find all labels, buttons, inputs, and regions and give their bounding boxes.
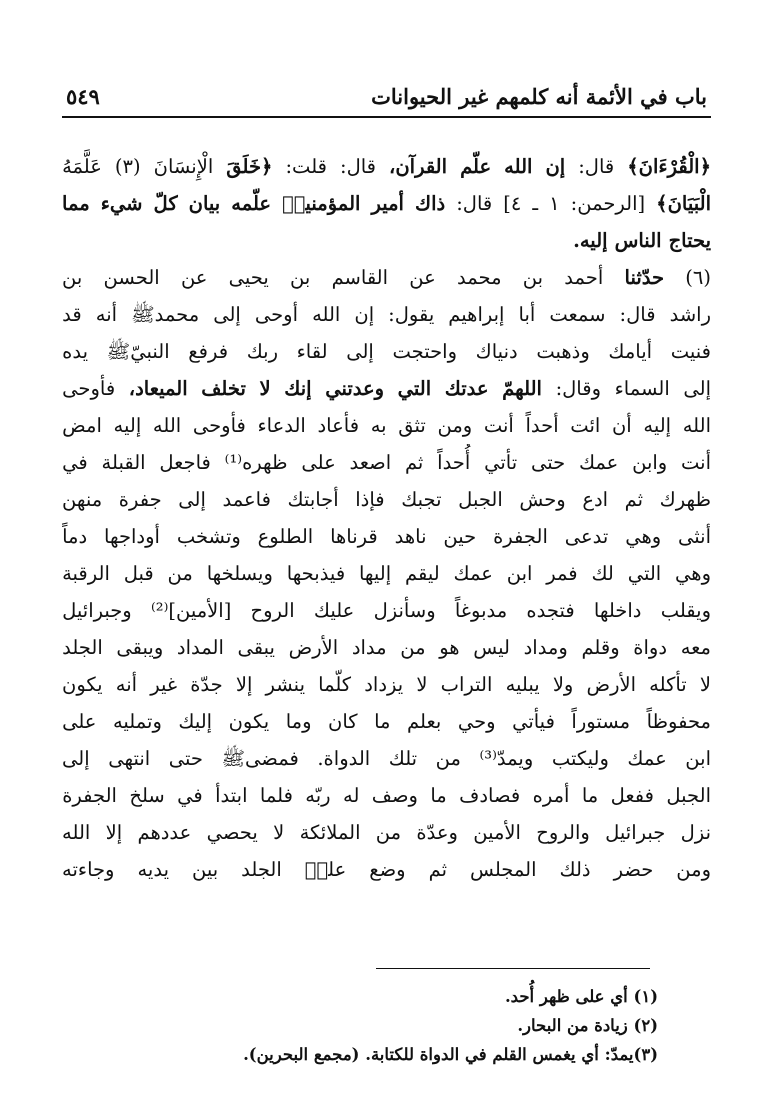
word: على (62, 710, 97, 733)
word: إلى (213, 303, 241, 326)
word: أجابتك (287, 488, 339, 511)
word: عمك (453, 562, 493, 585)
word: دماً (62, 525, 88, 548)
word: وعدّة (416, 821, 458, 844)
word: (٦) (685, 266, 711, 289)
word: القاسم (331, 266, 389, 289)
word: الطلوع (257, 525, 314, 548)
word: الجلد (62, 636, 103, 659)
word: ظهرك (659, 488, 711, 511)
word: قرناها (330, 525, 378, 548)
word: عليؑ (304, 858, 347, 881)
word: له (343, 784, 360, 807)
word: وحي (457, 710, 496, 733)
footnote-1: (١) أي على ظهر أُحد. (504, 987, 658, 1006)
word: إليه (643, 414, 672, 437)
word: الجفرة (62, 784, 117, 807)
word: وتمليه (112, 710, 162, 733)
text-line (62, 814, 711, 851)
word: إليه. (573, 229, 608, 252)
word: ناهد (394, 525, 427, 548)
word: المداد (176, 636, 224, 659)
word: الله (682, 414, 711, 437)
word: دواة (633, 636, 668, 659)
word: أبا (518, 303, 536, 326)
word: وصف (371, 784, 418, 807)
word: ادع (582, 488, 609, 511)
word: عمك (627, 747, 667, 770)
word: الأمين (473, 821, 521, 844)
word: أمره (532, 784, 570, 807)
word: ـ (532, 192, 539, 215)
word: نزل (680, 821, 711, 844)
word: ابن (506, 562, 533, 585)
word: بن (522, 266, 544, 289)
word: يحتاج (668, 229, 711, 252)
word: جفرة (118, 488, 162, 511)
footnote-2: (٢) زيادة من البحار. (517, 1016, 658, 1035)
word: أوداجها (104, 525, 160, 548)
word: التي (397, 377, 432, 400)
word: يحيى (228, 266, 269, 289)
word: ومداد (523, 636, 568, 659)
word: إليه (113, 414, 142, 437)
word: وعدتني (325, 377, 385, 400)
word: فاعمد (222, 488, 271, 511)
text-line (62, 777, 711, 814)
word: فلما (259, 784, 293, 807)
word: القرآن، (389, 155, 448, 178)
word: محفوظاً (646, 710, 711, 733)
word: إلا (105, 821, 123, 844)
word: عمك (578, 451, 619, 474)
word: أُحداً (437, 451, 471, 474)
word: لك (591, 562, 614, 585)
word: ويقلب (660, 599, 711, 622)
word: ابن (685, 747, 711, 770)
word: تجبك (401, 488, 442, 511)
word: ﴿الْقُرْءَانَ﴾ (627, 155, 711, 178)
word: واحتجت (392, 340, 458, 363)
text-line (62, 555, 711, 592)
word: وما (285, 710, 312, 733)
word: فأوحى (192, 414, 246, 437)
word: فمر (546, 562, 578, 585)
word: تخلف (201, 377, 246, 400)
word: ربك (246, 340, 278, 363)
word: اصعد (349, 451, 392, 474)
word: وجبرائيل (62, 599, 132, 622)
word: إنك (284, 377, 312, 400)
word: الجلد (241, 858, 282, 881)
word: يكون (62, 673, 103, 696)
word: ﴿خَلَقَ (226, 155, 273, 178)
word: (٣) (114, 155, 141, 178)
word: وضع (369, 858, 406, 881)
word: فأوحى (62, 377, 116, 400)
word: جبرائيل (605, 821, 666, 844)
word: أمير (371, 192, 404, 215)
text-line (62, 333, 711, 370)
word: اللهمّ (502, 377, 542, 400)
word: عددهم (137, 821, 192, 844)
text-line (62, 666, 711, 703)
word: أنت (681, 451, 711, 474)
word: ففعل (610, 784, 654, 807)
word: ما (374, 710, 391, 733)
word: يديه (137, 858, 170, 881)
text-line (62, 444, 711, 481)
word: إلى (683, 377, 711, 400)
word: إن (545, 155, 566, 178)
word: الله (62, 821, 91, 844)
word: لا (259, 377, 271, 400)
word: فصادف (459, 784, 521, 807)
word: من (375, 821, 402, 844)
word: الميعاد، (128, 377, 188, 400)
word: ٤] (503, 192, 522, 215)
word: والروح (536, 821, 590, 844)
word: الجبل (458, 488, 503, 511)
word: ينشر (265, 673, 305, 696)
word: لا (699, 673, 711, 696)
word: كلّما (318, 673, 352, 696)
text-line (62, 703, 711, 740)
word: وهي (625, 525, 662, 548)
word: الرقبة (62, 562, 110, 585)
word: محمد (457, 266, 502, 289)
word: ثم (624, 488, 644, 511)
word: جدّة (190, 673, 223, 696)
word: ولا (552, 673, 574, 696)
word: بيان (188, 192, 221, 215)
word: يبليه (505, 673, 540, 696)
word: أنه (115, 673, 138, 696)
word: حين (443, 525, 477, 548)
word: أحداً (525, 414, 559, 437)
word: ثم (404, 451, 424, 474)
word: الملائكة (299, 821, 361, 844)
word: ليقم (405, 562, 440, 585)
word: [الأمين]⁽²⁾ (150, 599, 232, 622)
word: علّمه (231, 192, 272, 215)
word: الروح (250, 599, 295, 622)
page-header (66, 72, 707, 112)
word: من (435, 747, 461, 770)
word: ابتدأ (215, 784, 248, 807)
word: ما (581, 784, 599, 807)
word: الناس (614, 229, 662, 252)
word: قبل (123, 562, 154, 585)
word: تأكله (649, 673, 687, 696)
word: ائت (570, 414, 601, 437)
word: مدبوغاً (454, 599, 508, 622)
word: هو (439, 636, 460, 659)
word: ثم (428, 858, 447, 881)
word: ذلك (559, 858, 591, 881)
text-line (62, 185, 711, 222)
word: يزداد (364, 673, 404, 696)
word: الله (504, 155, 533, 178)
word: فأعاد (317, 414, 360, 437)
word: ويمدّ⁽³⁾ (479, 747, 534, 770)
text-line (62, 407, 711, 444)
word: ويسلخها (206, 562, 273, 585)
word: يقول: (388, 303, 435, 326)
word: فإذا (355, 488, 385, 511)
word: قال: (456, 192, 493, 215)
word: عن (180, 266, 208, 289)
word: من (167, 562, 193, 585)
word: فتجده (526, 599, 575, 622)
word: قال: (619, 303, 656, 326)
word: وذهبت (536, 340, 590, 363)
word: أنه (95, 303, 118, 326)
word: سلخ (129, 784, 165, 807)
word: أيامك (608, 340, 653, 363)
word: بعلم (407, 710, 442, 733)
word: الأرض (288, 636, 339, 659)
text-line (62, 259, 711, 296)
word: أن (611, 414, 632, 437)
word: في (177, 784, 203, 807)
word: وهي (675, 562, 711, 585)
text-line (62, 629, 711, 666)
text-line (62, 296, 711, 333)
word: بن (290, 266, 311, 289)
word: دنياك (475, 340, 518, 363)
word: إلى (346, 340, 374, 363)
word: المؤمنينؑ (282, 192, 361, 215)
word: لقاء (296, 340, 328, 363)
word: إبراهيم (448, 303, 505, 326)
word: النبيّﷺ (106, 340, 170, 363)
word: يبقى (237, 636, 275, 659)
word: انتهى (108, 747, 151, 770)
word: قلت: (285, 155, 327, 178)
word: محمدﷺ (131, 303, 200, 326)
word: عَلَّمَهُ (62, 155, 102, 178)
word: عن (409, 266, 436, 289)
word: فنيت (670, 340, 711, 363)
text-line (62, 481, 711, 518)
word: الْبَيَانَ﴾ (656, 192, 711, 215)
word: سمعت (549, 303, 606, 326)
word: لا (416, 673, 428, 696)
word: مما (62, 192, 90, 215)
word: حضر (613, 858, 654, 881)
word: إلا (235, 673, 253, 696)
word: فرفع (188, 340, 229, 363)
word: فيأتي (512, 710, 555, 733)
word: أنثى (678, 525, 711, 548)
chapter-title: باب في الأئمة أنه كلمهم غير الحيوانات (371, 84, 707, 109)
word: بين (192, 858, 219, 881)
word: إلى (62, 747, 90, 770)
word: وقال: (555, 377, 601, 400)
word: على (301, 451, 336, 474)
word: معه (680, 636, 711, 659)
word: قال: (340, 155, 377, 178)
word: الله (312, 303, 341, 326)
word: وتشخب (176, 525, 241, 548)
word: بن (62, 266, 83, 289)
word: فاجعل (159, 451, 211, 474)
word: عليك (313, 599, 355, 622)
word: الجفرة (493, 525, 548, 548)
word: من (400, 636, 426, 659)
text-line (62, 518, 711, 555)
text-line (62, 851, 711, 888)
word: فيذبحها (286, 562, 346, 585)
word: وجاءته (62, 858, 115, 881)
word: حدّثنا (624, 266, 665, 289)
text-line (62, 592, 711, 629)
word: ١ (549, 192, 560, 215)
word: التي (627, 562, 662, 585)
footnote-3: (٣)يمدّ: أي يغمس القلم في الدواة للكتابة. (مجمع البحرين). (243, 1045, 658, 1064)
word: إلى (178, 488, 206, 511)
footnote-divider (376, 968, 650, 969)
word: وقلم (581, 636, 620, 659)
word: ربّه (305, 784, 331, 807)
word: يكون (228, 710, 270, 733)
word: السماء (614, 377, 670, 400)
page-number: ٥٤٩ (66, 84, 100, 109)
word: ومن (437, 414, 473, 437)
word: امض (62, 414, 102, 437)
word: وسأنزل (373, 599, 436, 622)
word: في (62, 451, 88, 474)
word: ذاك (415, 192, 446, 215)
word: إليك (178, 710, 213, 733)
word: تدعى (564, 525, 609, 548)
word: منهن (62, 488, 103, 511)
word: الأرض (586, 673, 637, 696)
word: ما (430, 784, 447, 807)
word: الدعاء (257, 414, 306, 437)
word: وابن (632, 451, 668, 474)
word: إن (354, 303, 375, 326)
word: مداد (351, 636, 387, 659)
word: تلك (388, 747, 418, 770)
word: داخلها (593, 599, 642, 622)
text-line (62, 740, 711, 777)
text-line (62, 370, 711, 407)
word: فمضىﷺ (221, 747, 299, 770)
word: المجلس (469, 858, 537, 881)
word: راشد (669, 303, 711, 326)
word: [الرحمن: (570, 192, 646, 215)
word: إليها (358, 562, 392, 585)
word: علّم (460, 155, 492, 178)
word: غير (150, 673, 178, 696)
word: عدتك (444, 377, 489, 400)
word: وحش (519, 488, 566, 511)
word: يحصي (206, 821, 258, 844)
text-line (62, 148, 711, 185)
word: حتى (168, 747, 203, 770)
word: يده (62, 340, 89, 363)
word: الدواة. (317, 747, 371, 770)
word: ومن (676, 858, 711, 881)
word: لا (273, 821, 285, 844)
word: الله (152, 414, 182, 437)
footnotes (62, 982, 658, 1069)
word: التراب (440, 673, 493, 696)
word: شيء (100, 192, 143, 215)
word: تأتي (484, 451, 518, 474)
word: أوحى (254, 303, 299, 326)
word: أنت (483, 414, 514, 437)
word: مستوراً (571, 710, 631, 733)
header-divider (62, 116, 711, 118)
word: الحسن (103, 266, 160, 289)
word: الجبل (666, 784, 711, 807)
word: حتى (530, 451, 566, 474)
word: ويبقى (116, 636, 164, 659)
word: وليكتب (551, 747, 609, 770)
word: ليس (473, 636, 510, 659)
word: أحمد (564, 266, 604, 289)
word: الْإِنسَانَ (153, 155, 214, 178)
word: تثق (398, 414, 426, 437)
word: ظهره⁽¹⁾ (224, 451, 288, 474)
body-text (62, 148, 711, 888)
word: قد (62, 303, 82, 326)
word: كلّ (153, 192, 178, 215)
word: قال: (578, 155, 615, 178)
text-line (62, 222, 711, 259)
word: به (370, 414, 387, 437)
word: القبلة (101, 451, 146, 474)
word: كان (328, 710, 358, 733)
